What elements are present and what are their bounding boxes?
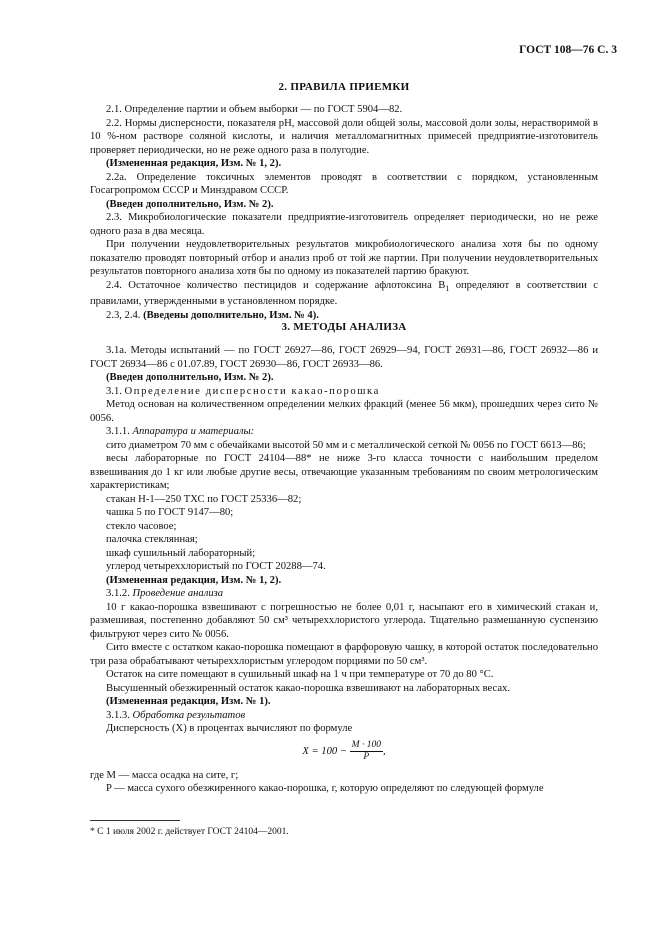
list-item: углерод четыреххлористый по ГОСТ 20288—74. — [106, 561, 326, 572]
para-3-1-2-c: Остаток на сите помещают в сушильный шкаф на 1 ч при температуре от 70 до 80 °С. — [106, 669, 494, 680]
list-item: чашка 5 по ГОСТ 9147—80; — [106, 507, 234, 518]
para-3-1-2-d: Высушенный обезжиренный остаток какао-порошка взвешивают на лабораторных весах. — [106, 682, 510, 694]
list-item: сито диаметром 70 мм с обечайками высотой 50 мм и с металлической сеткой № 0056 по ГОСТ 6613—86; — [106, 439, 586, 451]
section-2-title: 2. ПРАВИЛА ПРИЕМКИ — [278, 81, 410, 93]
note-3-1-2: (Измененная редакция, Изм. № 1). — [106, 696, 271, 707]
list-item: стакан Н-1—250 ТХС по ГОСТ 25336—82; — [106, 493, 302, 505]
para-3-1a: 3.1а. Методы испытаний — по ГОСТ 26927—86, ГОСТ 26929—94, ГОСТ 26931—86, ГОСТ 26932—86 и ГОСТ 26934—86 с 01.07.89, ГОСТ 26930—86, ГОСТ 26933—86. — [90, 345, 598, 370]
para-2-2: 2.2. Нормы дисперсности, показателя pH, массовой доли общей золы, массовой доли золы, нерастворимой в 10 %-ном растворе соляной кислоты, и наличия металломагнитных примесей предприятие-изготовитель проверяет периодически, но не реже одного раза в полугодие. — [90, 117, 598, 156]
note-2-3-2-4: 2.3, 2.4. (Введены дополнительно, Изм. № 4). — [106, 309, 319, 321]
para-3-1-method: Метод основан на количественном определении мелких фракций (менее 56 мкм), прошедших через сито № 0056. — [90, 399, 598, 424]
formula: X = 100 − $\frac{M \cdot 100}{P}$, — [302, 739, 386, 762]
para-2-4: 2.4. Остаточное количество пестицидов и содержание афлотоксина $B_1$ определяют в соответствии с правилами, утвержденными в установленном порядке. — [90, 279, 598, 308]
note-3-1-1: (Измененная редакция, Изм. № 1, 2). — [106, 574, 282, 586]
para-3-1: 3.1. Определение дисперсности какао-порошка — [106, 385, 380, 397]
list-item: весы лабораторные по ГОСТ 24104—88* не ниже 3-го класса точности с наибольшим пределом взвешивания до 1 кг или любые другие весы, отвечающие указанным требованиям по своим метрологическим характеристикам; — [90, 453, 598, 491]
para-3-1-2-a: 10 г какао-порошка взвешивают с погрешностью не более 0,01 г, насыпают его в химический стакан и, размешивая, постепенно добавляют 50 см³ четыреххлористого углерода. Тщательно размешанную суспензию фильтруют через сито № 0056. — [90, 601, 598, 640]
para-3-1-1: 3.1.1. Аппаратура и материалы: — [106, 426, 255, 437]
list-item: стекло часовое; — [106, 520, 177, 532]
where-m: где M — масса осадка на сите, г; — [90, 769, 239, 781]
para-3-1-3: 3.1.3. Обработка результатов — [106, 709, 246, 721]
section-2-body — [90, 103, 598, 322]
para-3-1-3-text: Дисперсность (X) в процентах вычисляют по формуле — [106, 723, 353, 734]
note-2-2: (Измененная редакция, Изм. № 1, 2). — [106, 158, 282, 169]
where-p: P — масса сухого обезжиренного какао-порошка, г, которую определяют по следующей формуле — [106, 783, 544, 794]
list-item: палочка стеклянная; — [106, 534, 198, 545]
footnote: * С 1 июля 2002 г. действует ГОСТ 24104—2001. — [90, 827, 289, 837]
list-item: шкаф сушильный лабораторный; — [106, 547, 256, 559]
para-2-3-cont: При получении неудовлетворительных результатов микробиологического анализа хотя бы по одному показателю проводят повторный отбор и анализ проб от той же партии. При получении неудовлетворительных результатов повторного анализа хотя бы по одному из показателей партию бракуют. — [90, 239, 598, 277]
page-header: ГОСТ 108—76 С. 3 — [519, 44, 617, 56]
para-2-1: 2.1. Определение партии и объем выборки — по ГОСТ 5904—82. — [106, 104, 403, 115]
note-3-1a: (Введен дополнительно, Изм. № 2). — [106, 372, 274, 383]
section-3-body — [90, 344, 598, 796]
para-3-1-2: 3.1.2. Проведение анализа — [106, 588, 224, 599]
para-2-2a: 2.2а. Определение токсичных элементов проводят в соответствии с порядком, установленным Госагропромом СССР и Минздравом СССР. — [90, 171, 598, 196]
section-3-title: 3. МЕТОДЫ АНАЛИЗА — [281, 321, 407, 333]
para-2-3: 2.3. Микробиологические показатели предприятие-изготовитель определяет периодически, но не реже одного раза в два месяца. — [90, 212, 598, 237]
para-3-1-2-b: Сито вместе с остатком какао-порошка помещают в фарфоровую чашку, в которой остаток последовательно три раза обрабатывают четыреххлористым углеродом порциями по 50 см³. — [90, 642, 598, 667]
note-2-2a: (Введен дополнительно, Изм. № 2). — [106, 198, 274, 210]
footnote-divider — [90, 820, 180, 821]
